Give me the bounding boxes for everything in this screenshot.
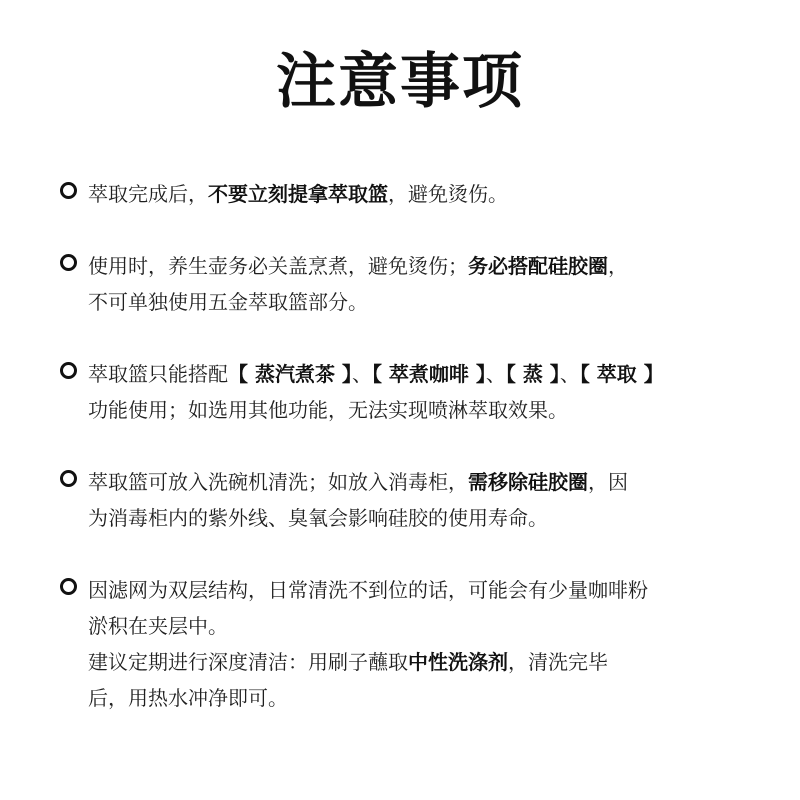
notice-text-part: 使用时，养生壶务必关盖烹煮，避免烫伤； <box>88 254 468 278</box>
notice-emphasis: 务必搭配硅胶圈 <box>468 254 608 278</box>
notice-text-part: 建议定期进行深度清洁：用刷子蘸取 <box>88 650 408 674</box>
notice-emphasis: 中性洗涤剂 <box>408 650 508 674</box>
notice-text <box>88 176 760 212</box>
notice-item <box>60 176 760 212</box>
notice-text-part: ，避免烫伤。 <box>388 182 508 206</box>
notice-text <box>88 248 760 320</box>
notice-text-part: 为消毒柜内的紫外线、臭氧会影响硅胶的使用寿命。 <box>88 506 548 530</box>
notice-item <box>60 356 760 428</box>
notice-emphasis: 【 萃取 】 <box>579 362 664 386</box>
notice-item <box>60 248 760 320</box>
notice-text-part: 萃取篮只能搭配 <box>88 362 228 386</box>
page-title: 注意事项 <box>276 47 524 117</box>
notice-text-part: 因滤网为双层结构，日常清洗不到位的话，可能会有少量咖啡粉 <box>88 578 648 602</box>
notice-text-part: ，因 <box>588 470 628 494</box>
notice-text-part: 后，用热水冲净即可。 <box>88 686 288 710</box>
notice-text <box>88 356 760 428</box>
notice-text-part: 不可单独使用五金萃取篮部分。 <box>88 290 368 314</box>
notice-separator: 、 <box>351 362 372 386</box>
notice-text <box>88 464 760 536</box>
bullet-circle-icon <box>60 254 77 271</box>
notice-text-part: 萃取篮可放入洗碗机清洗；如放入消毒柜， <box>88 470 468 494</box>
notice-text-part: 淤积在夹层中。 <box>88 614 228 638</box>
notice-separator: 、 <box>485 362 506 386</box>
notice-item <box>60 464 760 536</box>
notice-text-part: 萃取完成后， <box>88 182 208 206</box>
notice-text <box>88 572 760 716</box>
notice-emphasis: 【 蒸汽煮茶 】 <box>228 362 352 386</box>
notice-separator: 、 <box>559 362 580 386</box>
bullet-circle-icon <box>60 182 77 199</box>
notice-emphasis: 不要立刻提拿萃取篮 <box>208 182 388 206</box>
notice-emphasis: 【 萃煮咖啡 】 <box>371 362 486 386</box>
notice-text-part: 功能使用；如选用其他功能，无法实现喷淋萃取效果。 <box>88 398 568 422</box>
notice-emphasis: 需移除硅胶圈 <box>468 470 588 494</box>
notice-text-part: ，清洗完毕 <box>508 650 608 674</box>
bullet-circle-icon <box>60 470 77 487</box>
notice-item <box>60 572 760 716</box>
notice-emphasis: 【 蒸 】 <box>505 362 560 386</box>
bullet-circle-icon <box>60 362 77 379</box>
bullet-circle-icon <box>60 578 77 595</box>
notice-text-part: ， <box>608 254 628 278</box>
